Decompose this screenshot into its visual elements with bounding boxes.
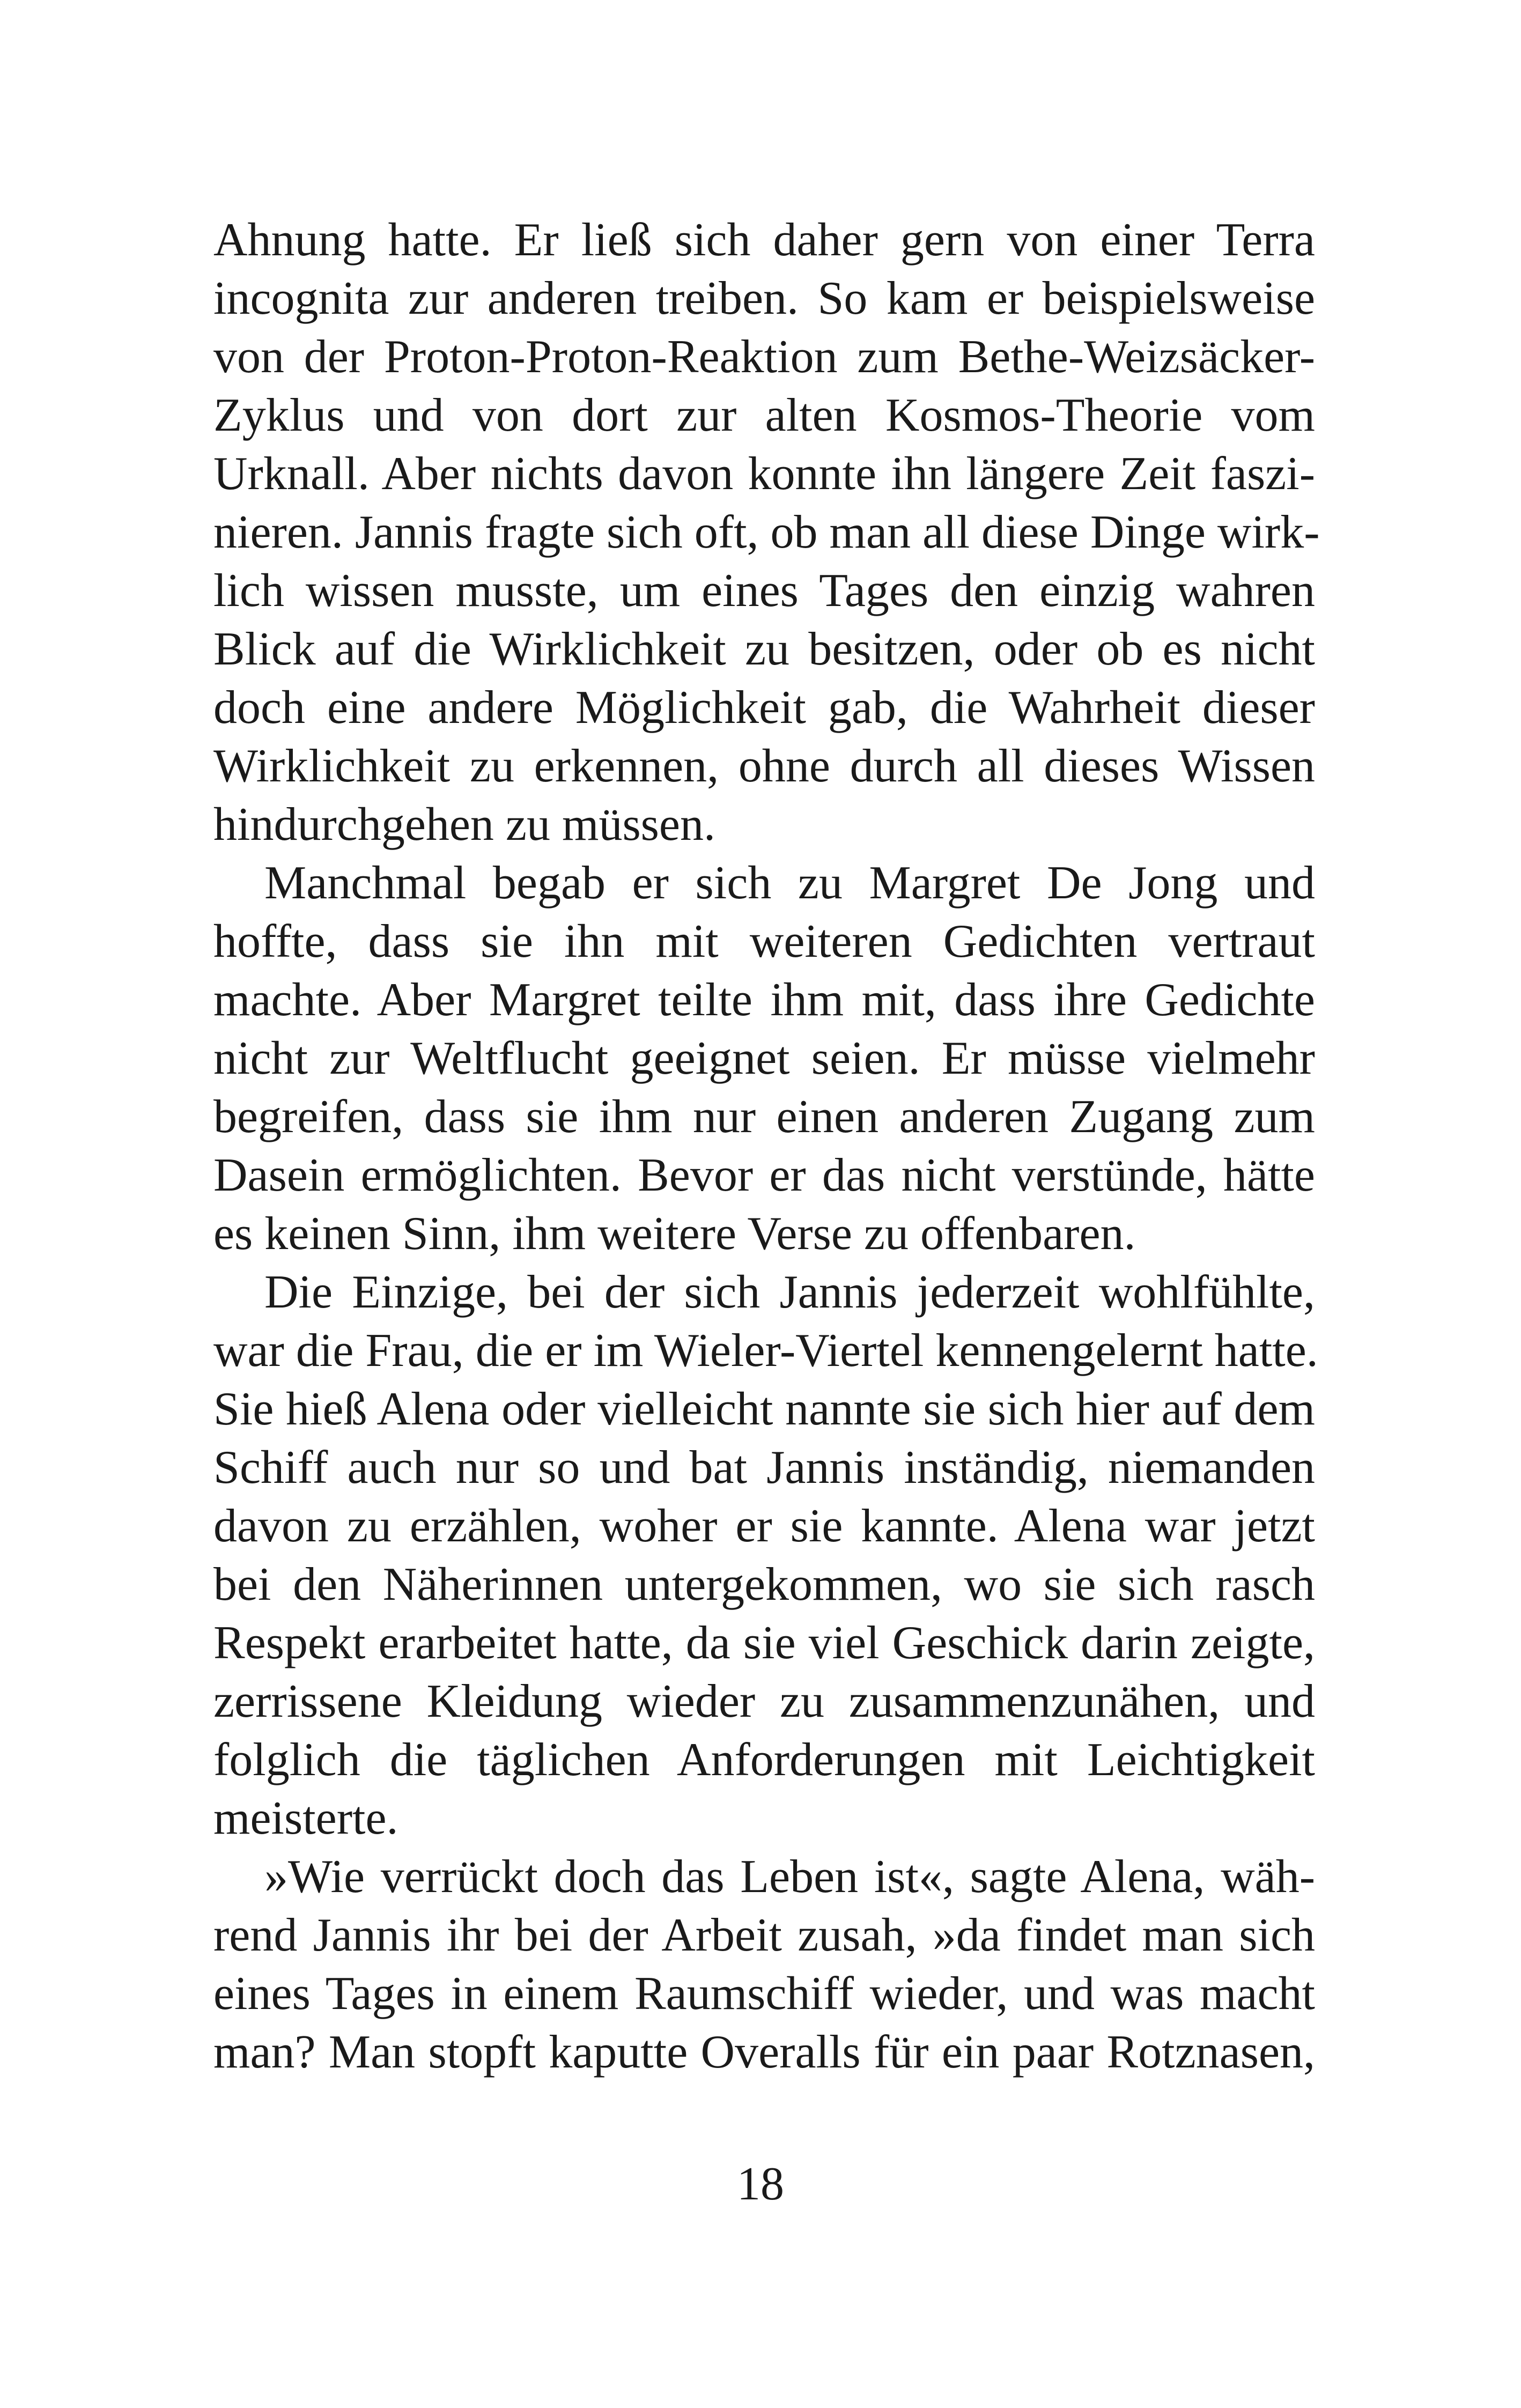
text-line: doch eine andere Möglichkeit gab, die Wahrheit dieser [213, 682, 1315, 734]
text-line: begreifen, dass sie ihm nur einen anderen Zugang zum [213, 1091, 1315, 1143]
text-line: machte. Aber Margret teilte ihm mit, dass ihre Gedichte [213, 974, 1315, 1026]
text-line: zerrissene Kleidung wieder zu zusammenzunähen, und [213, 1675, 1315, 1727]
text-line: lich wissen musste, um eines Tages den einzig wahren [213, 565, 1315, 617]
text-line: man? Man stopft kaputte Overalls für ein paar Rotznasen, [213, 2026, 1315, 2078]
text-line: meisterte. [213, 1792, 398, 1844]
text-line: Respekt erarbeitet hatte, da sie viel Geschick darin zeigte, [213, 1617, 1315, 1669]
paragraph [213, 854, 1315, 1263]
text-line: Ahnung hatte. Er ließ sich daher gern von einer Terra [213, 214, 1315, 266]
text-line: incognita zur anderen treiben. So kam er beispielsweise [213, 272, 1315, 324]
page-number: 18 [737, 2158, 784, 2210]
text-line: Schiff auch nur so und bat Jannis inständig, niemanden [213, 1442, 1315, 1494]
text-line: von der Proton-Proton-Reaktion zum Bethe-Weizsäcker- [213, 331, 1315, 383]
text-line: es keinen Sinn, ihm weitere Verse zu offenbaren. [213, 1208, 1136, 1260]
body-text [213, 211, 1320, 2081]
text-line: eines Tages in einem Raumschiff wieder, und was macht [213, 1968, 1315, 2020]
text-line: »Wie verrückt doch das Leben ist«, sagte Alena, wäh- [264, 1851, 1315, 1903]
text-line: Wirklichkeit zu erkennen, ohne durch all dieses Wissen [213, 740, 1315, 792]
text-line: Manchmal begab er sich zu Margret De Jong und [264, 857, 1315, 909]
text-line: rend Jannis ihr bei der Arbeit zusah, »da findet man sich [213, 1909, 1315, 1961]
paragraph [213, 211, 1320, 854]
text-line: Sie hieß Alena oder vielleicht nannte sie sich hier auf dem [213, 1383, 1315, 1435]
text-line: davon zu erzählen, woher er sie kannte. Alena war jetzt [213, 1500, 1315, 1552]
text-line: Zyklus und von dort zur alten Kosmos-Theorie vom [213, 389, 1315, 441]
text-line: nicht zur Weltflucht geeignet seien. Er müsse vielmehr [213, 1032, 1315, 1084]
text-line: Urknall. Aber nichts davon konnte ihn längere Zeit faszi- [213, 448, 1315, 500]
paragraph [213, 1263, 1318, 1848]
text-line: Die Einzige, bei der sich Jannis jederzeit wohlfühlte, [264, 1266, 1315, 1318]
text-line: nieren. Jannis fragte sich oft, ob man all diese Dinge wirk- [213, 506, 1320, 558]
text-line: Dasein ermöglichten. Bevor er das nicht verstünde, hätte [213, 1149, 1315, 1201]
text-line: folglich die täglichen Anforderungen mit Leichtigkeit [213, 1734, 1315, 1786]
text-line: bei den Näherinnen untergekommen, wo sie sich rasch [213, 1558, 1315, 1611]
text-line: hoffte, dass sie ihn mit weiteren Gedichten vertraut [213, 915, 1315, 967]
text-line: war die Frau, die er im Wieler-Viertel kennengelernt hatte. [213, 1325, 1318, 1377]
text-line: Blick auf die Wirklichkeit zu besitzen, oder ob es nicht [213, 623, 1315, 675]
text-line: hindurchgehen zu müssen. [213, 799, 715, 851]
paragraph [213, 1848, 1315, 2081]
